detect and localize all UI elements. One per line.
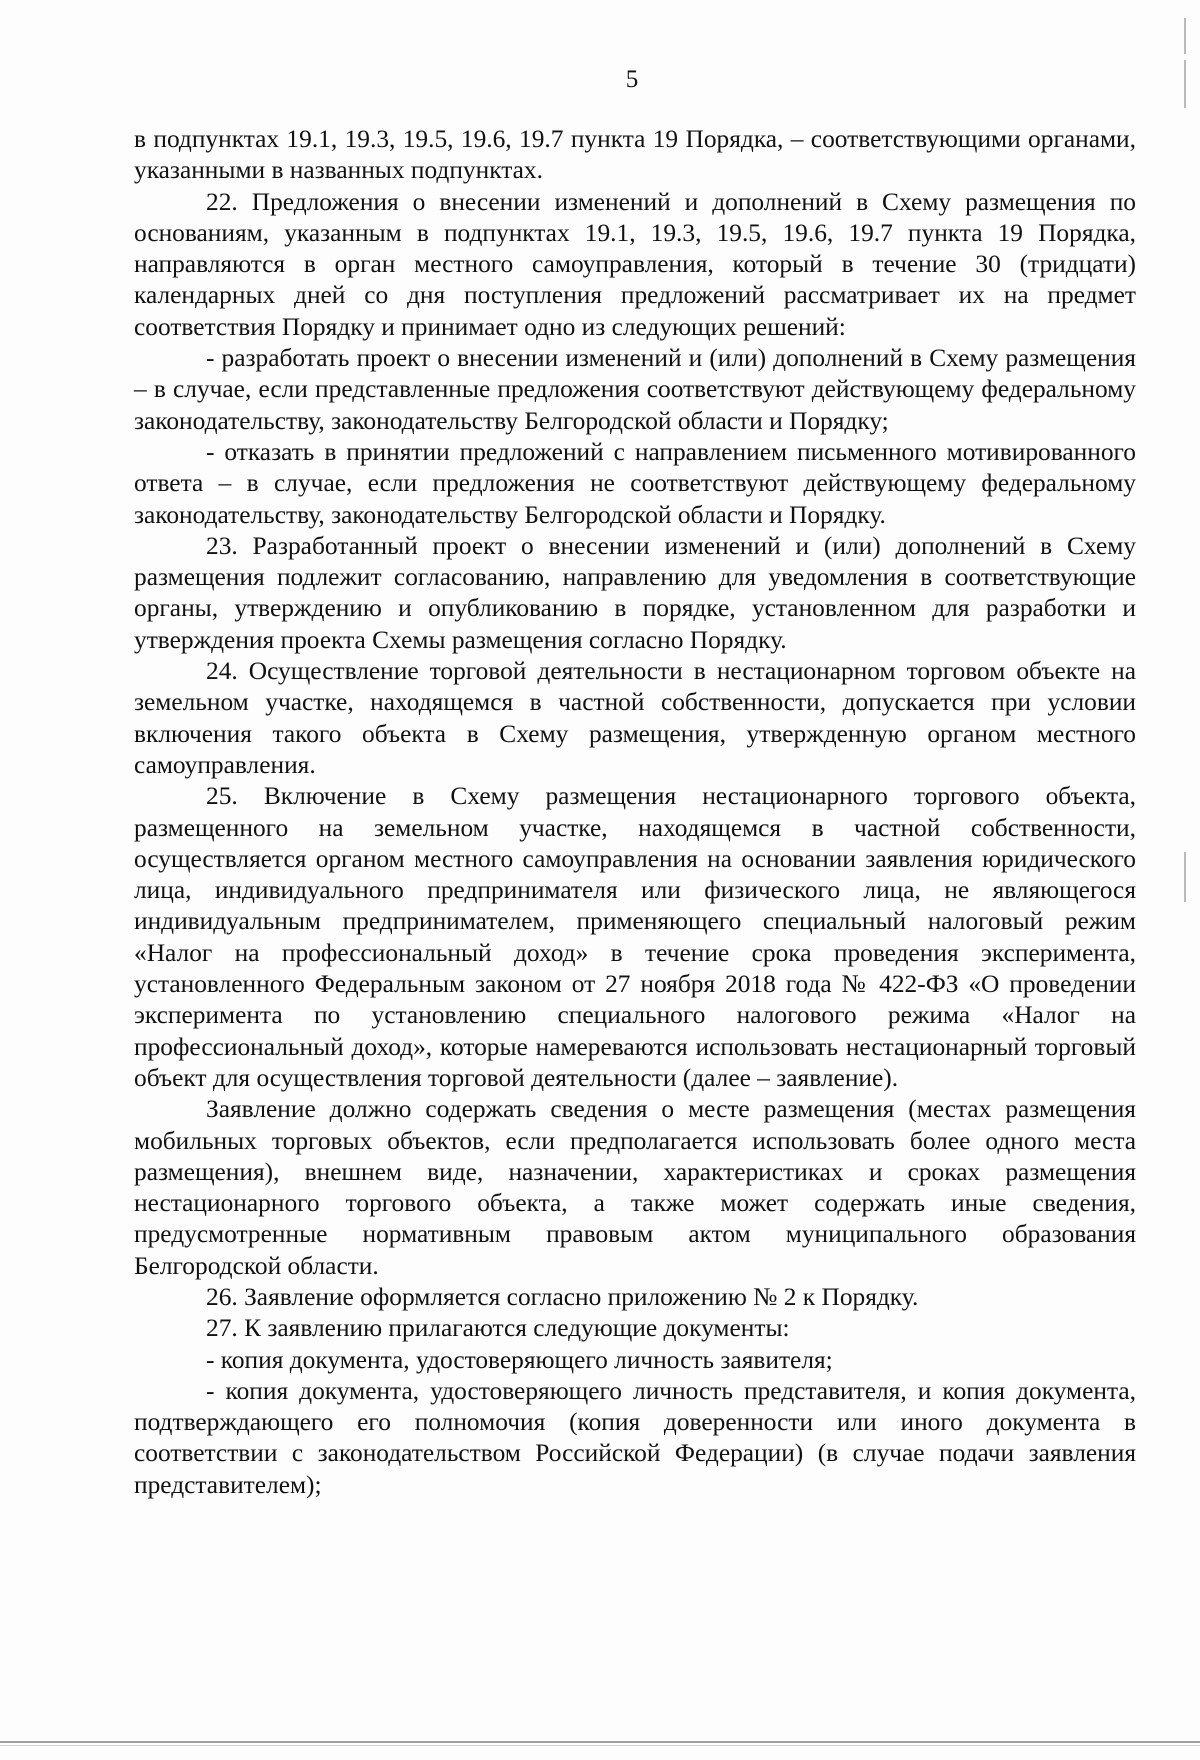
page-number: 5 xyxy=(625,66,639,93)
paragraph-27: 27. К заявлению прилагаются следующие документы: xyxy=(206,1314,790,1343)
list-item-develop-project: - разработать проект о внесении изменений и (или) дополнений в Схему размещения – в случае, если представленные предложения соответствуют действующему федеральному законодательству, законодательству Белгородской области и Порядку; xyxy=(134,344,1136,435)
list-item-representative-id: - копия документа, удостоверяющего личность представителя, и копия документа, подтверждающего его полномочия (копия доверенности или иного документа в соответствии с законодательством Российской Федерации) (в случае подачи заявления представителем); xyxy=(134,1376,1136,1499)
paragraph-24: 24. Осуществление торговой деятельности в нестационарном торговом объекте на земельном участке, находящемся в частной собственности, допускается при условии включения такого объекта в Схему размещения, утвержденную органом местного самоуправления. xyxy=(134,657,1136,779)
scan-edge-mark xyxy=(1184,18,1186,54)
list-item-applicant-id: - копия документа, удостоверяющего личность заявителя; xyxy=(206,1345,833,1374)
document-body xyxy=(134,124,1136,1501)
paragraph-application-content: Заявление должно содержать сведения о месте размещения (местах размещения мобильных торговых объектов, если предполагается использовать более одного места размещения), внешнем виде, назначении, характеристиках и сроках размещения нестационарного торгового объекта, а также может содержать иные сведения, предусмотренные нормативным правовым актом муниципального образования Белгородской области. xyxy=(134,1095,1136,1280)
scan-edge-mark xyxy=(1184,852,1186,902)
paragraph-continuation: в подпунктах 19.1, 19.3, 19.5, 19.6, 19.7 пункта 19 Порядка, – соответствующими органами, указанными в названных подпунктах. xyxy=(134,125,1136,185)
paragraph-23: 23. Разработанный проект о внесении изменений и (или) дополнений в Схему размещения подлежит согласованию, направлению для уведомления в соответствующие органы, утверждению и опубликованию в порядке, установленном для разработки и утверждения проекта Схемы размещения согласно Порядку. xyxy=(134,531,1136,654)
scan-border-line xyxy=(0,1741,1200,1743)
scan-edge-mark xyxy=(1184,60,1186,108)
scan-border-line xyxy=(0,1745,1200,1746)
list-item-refuse-proposals: - отказать в принятии предложений с направлением письменного мотивированного ответа – в случае, если предложения не соответствуют действующему федеральному законодательству, законодательству Белгородской области и Порядку. xyxy=(134,437,1136,529)
paragraph-26: 26. Заявление оформляется согласно приложению № 2 к Порядку. xyxy=(206,1282,919,1311)
paragraph-22: 22. Предложения о внесении изменений и дополнений в Схему размещения по основаниям, указанным в подпунктах 19.1, 19.3, 19.5, 19.6, 19.7 пункта 19 Порядка, направляются в орган местного самоуправления, который в течение 30 (тридцати) календарных дней со дня поступления предложений рассматривает их на предмет соответствия Порядку и принимает одно из следующих решений: xyxy=(134,187,1136,341)
paragraph-25: 25. Включение в Схему размещения нестационарного торгового объекта, размещенного на земельном участке, находящемся в частной собственности, осуществляется органом местного самоуправления на основании заявления юридического лица, индивидуального предпринимателя или физического лица, не являющегося индивидуальным предпринимателем, применяющего специальный налоговый режим «Налог на профессиональный доход» в течение срока проведения эксперимента, установленного Федеральным законом от 27 ноября 2018 года № 422-ФЗ «О проведении эксперимента по установлению специального налогового режима «Налог на профессиональный доход», которые намереваются использовать нестационарный торговый объект для осуществления торговой деятельности (далее – заявление). xyxy=(134,782,1136,1092)
